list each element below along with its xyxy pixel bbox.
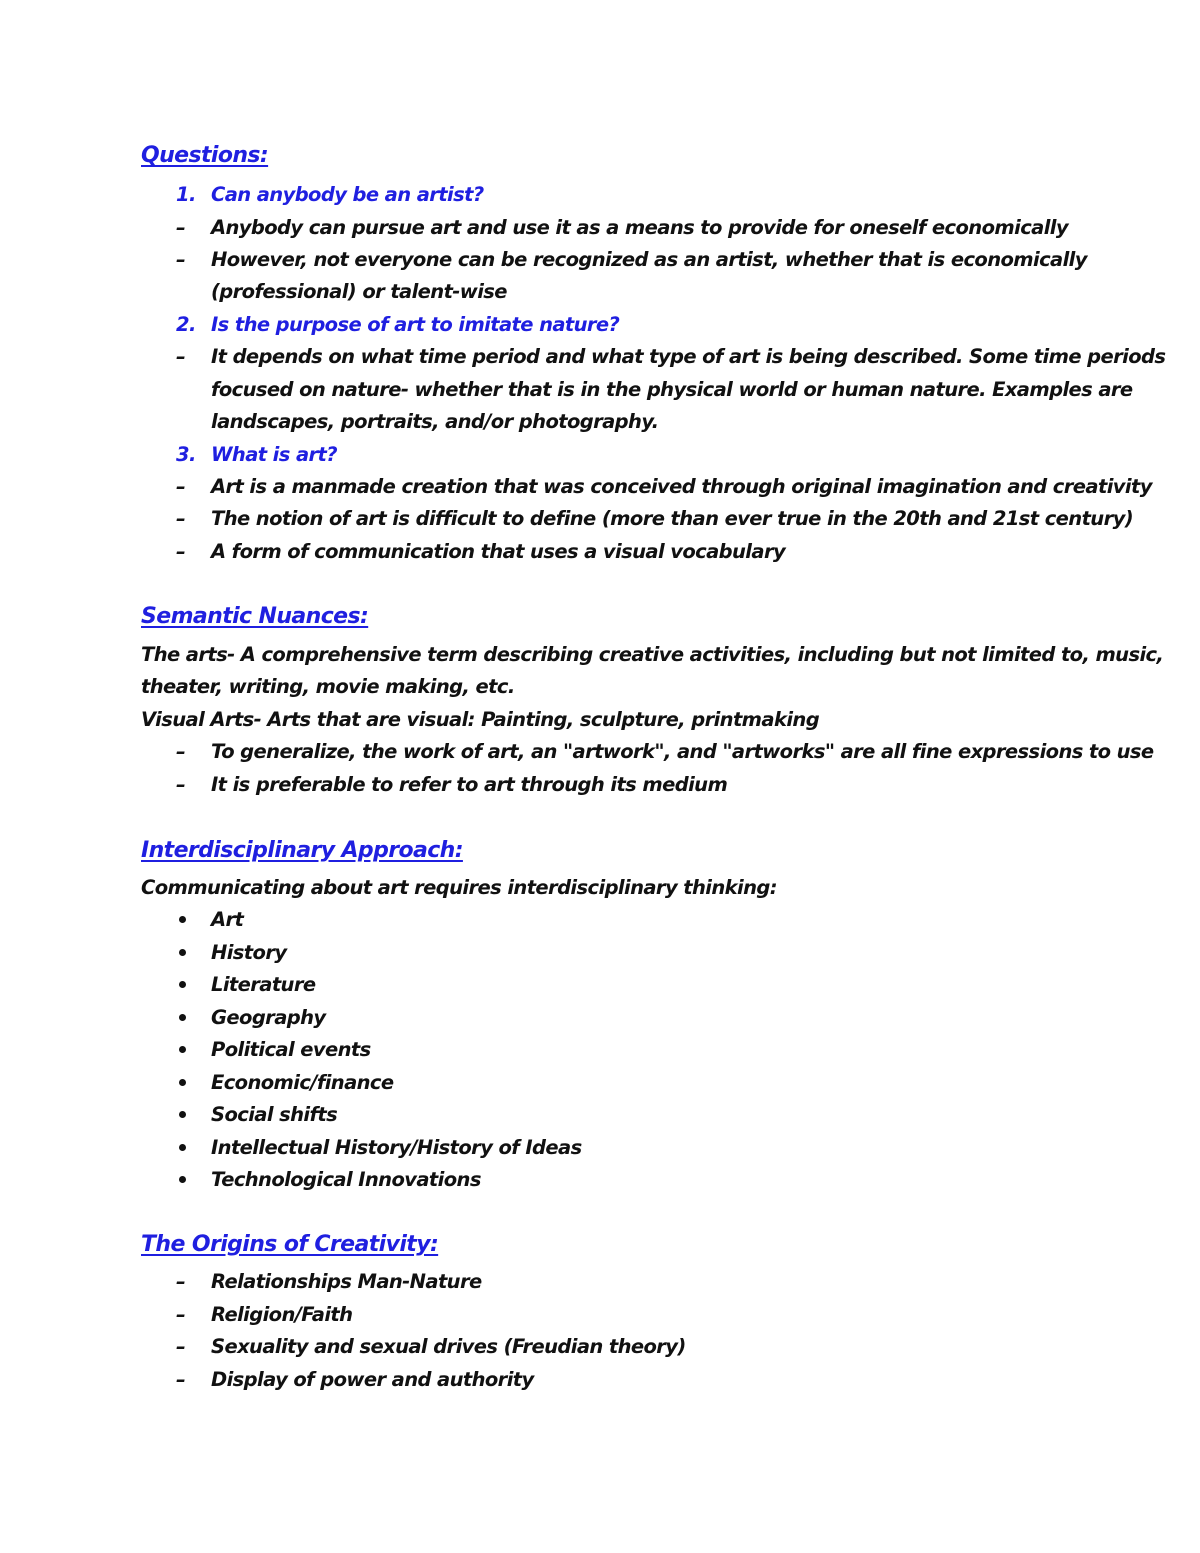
question-number: 3. [176,443,196,466]
list-item: Economic/finance [211,1071,394,1094]
bullet-dot [179,1144,186,1151]
list-item: Political events [211,1038,371,1061]
answer-line-continued: landscapes, portraits, and/or photography. [211,410,659,433]
list-item: Social shifts [211,1103,338,1126]
bullet-dot [179,1079,186,1086]
question-number: 1. [176,183,196,206]
list-item: Technological Innovations [211,1168,481,1191]
paragraph-line: Visual Arts- Arts that are visual: Painting, sculpture, printmaking [141,708,820,731]
dash-marker: – [176,1303,186,1326]
dash-marker: – [176,773,186,796]
list-item: It is preferable to refer to art through its medium [211,773,728,796]
semantic-nuances-heading: Semantic Nuances: [141,604,369,629]
bullet-dot [179,1176,186,1183]
list-item: Sexuality and sexual drives (Freudian theory) [211,1335,686,1358]
dash-marker: – [176,345,186,368]
questions-heading: Questions: [141,143,269,168]
origins-heading: The Origins of Creativity: [141,1232,439,1257]
dash-marker: – [176,475,186,498]
paragraph-line: Communicating about art requires interdisciplinary thinking: [141,876,777,899]
paragraph-line: theater, writing, movie making, etc. [141,675,515,698]
bullet-dot [179,949,186,956]
answer-line-continued: focused on nature- whether that is in the physical world or human nature. Examples are [211,378,1133,401]
dash-marker: – [176,540,186,563]
question-text: Can anybody be an artist? [211,183,484,206]
list-item: Geography [211,1006,326,1029]
question-number: 2. [176,313,196,336]
answer-line: The notion of art is difficult to define (more than ever true in the 20th and 21st century) [211,507,1134,530]
list-item: Religion/Faith [211,1303,353,1326]
dash-marker: – [176,507,186,530]
answer-line-continued: (professional) or talent-wise [211,280,507,303]
list-item: To generalize, the work of art, an "artwork", and "artworks" are all fine expressions to use [211,740,1154,763]
list-item: History [211,941,287,964]
bullet-dot [179,1111,186,1118]
dash-marker: – [176,1368,186,1391]
dash-marker: – [176,1270,186,1293]
answer-line: It depends on what time period and what type of art is being described. Some time periods [211,345,1166,368]
dash-marker: – [176,1335,186,1358]
bullet-dot [179,1046,186,1053]
dash-marker: – [176,216,186,239]
list-item: Intellectual History/History of Ideas [211,1136,582,1159]
answer-line: Anybody can pursue art and use it as a means to provide for oneself economically [211,216,1068,239]
paragraph-line: The arts- A comprehensive term describing creative activities, including but not limited to, music, [141,643,1164,666]
list-item: Relationships Man-Nature [211,1270,482,1293]
answer-line: A form of communication that uses a visual vocabulary [211,540,786,563]
dash-marker: – [176,248,186,271]
dash-marker: – [176,740,186,763]
list-item: Display of power and authority [211,1368,534,1391]
list-item: Literature [211,973,316,996]
bullet-dot [179,916,186,923]
question-text: Is the purpose of art to imitate nature? [211,313,620,336]
bullet-dot [179,981,186,988]
list-item: Art [211,908,244,931]
bullet-dot [179,1014,186,1021]
question-text: What is art? [211,443,337,466]
answer-line: However, not everyone can be recognized as an artist, whether that is economically [211,248,1087,271]
interdisciplinary-heading: Interdisciplinary Approach: [141,838,463,863]
answer-line: Art is a manmade creation that was conceived through original imagination and creativity [211,475,1152,498]
